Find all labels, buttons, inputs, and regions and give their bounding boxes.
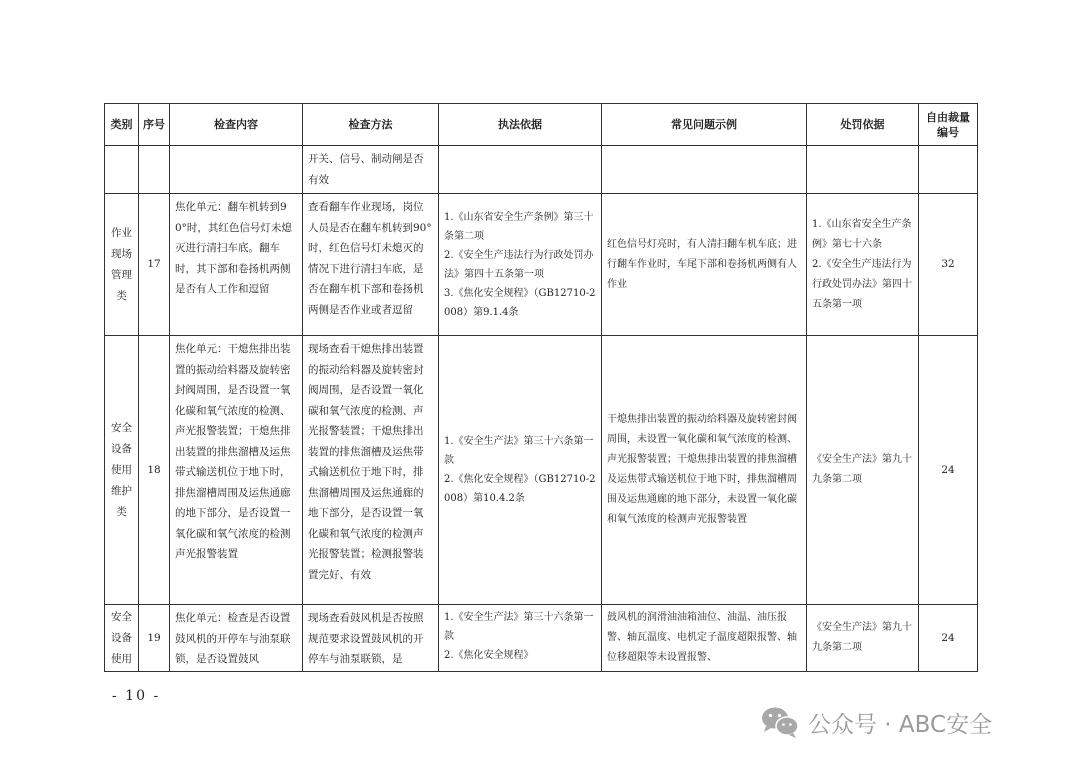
cell-content: 焦化单元：干熄焦排出装置的振动给料器及旋转密封阀周围，是否设置一氧化碳和氧气浓度的检测、声光报警装置；干熄焦排出装置的排焦溜槽及运焦带式输送机位于地下时，排焦溜槽周围及运焦通廊的地下部分，是否设置一氧化碳和氧气浓度的检测声光报警装置 xyxy=(170,336,303,605)
cell-penalty: 《安全生产法》第九十九条第二项 xyxy=(807,605,919,672)
cell-penalty: 《安全生产法》第九十九条第二项 xyxy=(807,336,919,605)
table-row xyxy=(105,146,978,194)
header-content: 检查内容 xyxy=(170,104,303,146)
watermark-text: 公众号 · ABC安全 xyxy=(808,711,993,738)
cell-issue: 干熄焦排出装置的振动给料器及旋转密封阀周围，未设置一氧化碳和氧气浓度的检测、声光报警装置；干熄焦排出装置的排焦溜槽及运焦带式输送机位于地下时，排焦溜槽周围及运焦通廊的地下部分，未设置一氧化碳和氧气浓度的检测声光报警装置 xyxy=(602,336,807,605)
table-row xyxy=(105,194,978,336)
page-number: - 10 - xyxy=(112,688,161,704)
cell-issue-text: 鼓风机的润滑油油箱油位、油温、油压报警、轴瓦温度、电机定子温度超限报警、轴位移超限等未设置报警、 xyxy=(607,612,797,663)
cell-content-text: 焦化单元：检查是否设置鼓风机的开停车与油泵联锁，是否设置鼓风 xyxy=(175,612,291,665)
cell-method xyxy=(303,605,439,672)
table-row xyxy=(105,336,978,605)
cell-legal-basis xyxy=(439,605,602,672)
cell-method: 开关、信号、制动闸是否有效 xyxy=(303,146,439,194)
cell-penalty: 1.《山东省安全生产条例》第七十六条 2.《安全生产违法行为行政处罚办法》第四十五条第一项 xyxy=(807,194,919,336)
watermark xyxy=(760,702,992,742)
header-legal-basis: 执法依据 xyxy=(439,104,602,146)
cell-category xyxy=(105,146,139,194)
cell-number: 19 xyxy=(139,605,170,672)
cell-legal-basis: 1.《安全生产法》第三十六条第一款 2.《焦化安全规程》（GB12710-2008）第10.4.2条 xyxy=(439,336,602,605)
cell-code: 32 xyxy=(919,194,978,336)
cell-legal-basis xyxy=(439,146,602,194)
cell-penalty xyxy=(807,146,919,194)
cell-category xyxy=(105,605,139,672)
cell-code xyxy=(919,146,978,194)
cell-method: 现场查看干熄焦排出装置的振动给料器及旋转密封阀周围，是否设置一氧化碳和氧气浓度的检测、声光报警装置；干熄焦排出装置的排焦溜槽及运焦带式输送机位于地下时，排焦溜槽周围及运焦通廊的地下部分，是否设置一氧化碳和氧气浓度的检测声光报警装置；检测报警装置完好、有效 xyxy=(303,336,439,605)
cell-content xyxy=(170,146,303,194)
header-discretion-code: 自由裁量编号 xyxy=(919,104,978,146)
cell-legal-basis-text: 1.《安全生产法》第三十六条第一款 2.《焦化安全规程》 xyxy=(444,612,594,661)
header-penalty-basis: 处罚依据 xyxy=(807,104,919,146)
cell-method: 查看翻车作业现场，岗位人员是否在翻车机转到90°时，红色信号灯未熄灭的情况下进行清扫车底，是否在翻车机下部和卷扬机两侧是否作业或者逗留 xyxy=(303,194,439,336)
cell-number: 17 xyxy=(139,194,170,336)
cell-code: 24 xyxy=(919,336,978,605)
cell-category-text: 安全设备使用 xyxy=(111,611,132,665)
header-common-issues: 常见问题示例 xyxy=(602,104,807,146)
header-number: 序号 xyxy=(139,104,170,146)
cell-number xyxy=(139,146,170,194)
table-header-row xyxy=(105,104,978,146)
cell-content xyxy=(170,605,303,672)
cell-issue: 红色信号灯亮时，有人清扫翻车机车底；进行翻车作业时，车尾下部和卷扬机两侧有人作业 xyxy=(602,194,807,336)
cell-code: 24 xyxy=(919,605,978,672)
cell-issue xyxy=(602,605,807,672)
cell-content: 焦化单元：翻车机转到90°时，其红色信号灯未熄灭进行清扫车底。翻车时，其下部和卷扬机两侧是否有人工作和逗留 xyxy=(170,194,303,336)
cell-legal-basis: 1.《山东省安全生产条例》第三十条第二项 2.《安全生产违法行为行政处罚办法》第四十五条第一项 3.《焦化安全规程》（GB12710-2008）第9.1.4条 xyxy=(439,194,602,336)
cell-number: 18 xyxy=(139,336,170,605)
cell-method-text: 现场查看鼓风机是否按照规范要求设置鼓风机的开停车与油泵联锁，是 xyxy=(308,612,424,665)
inspection-table xyxy=(104,103,978,672)
header-category: 类别 xyxy=(105,104,139,146)
cell-category: 安全设备使用维护类 xyxy=(105,336,139,605)
wechat-icon xyxy=(760,705,800,739)
cell-category: 作业现场管理类 xyxy=(105,194,139,336)
cell-issue xyxy=(602,146,807,194)
table-row xyxy=(105,605,978,672)
header-method: 检查方法 xyxy=(303,104,439,146)
